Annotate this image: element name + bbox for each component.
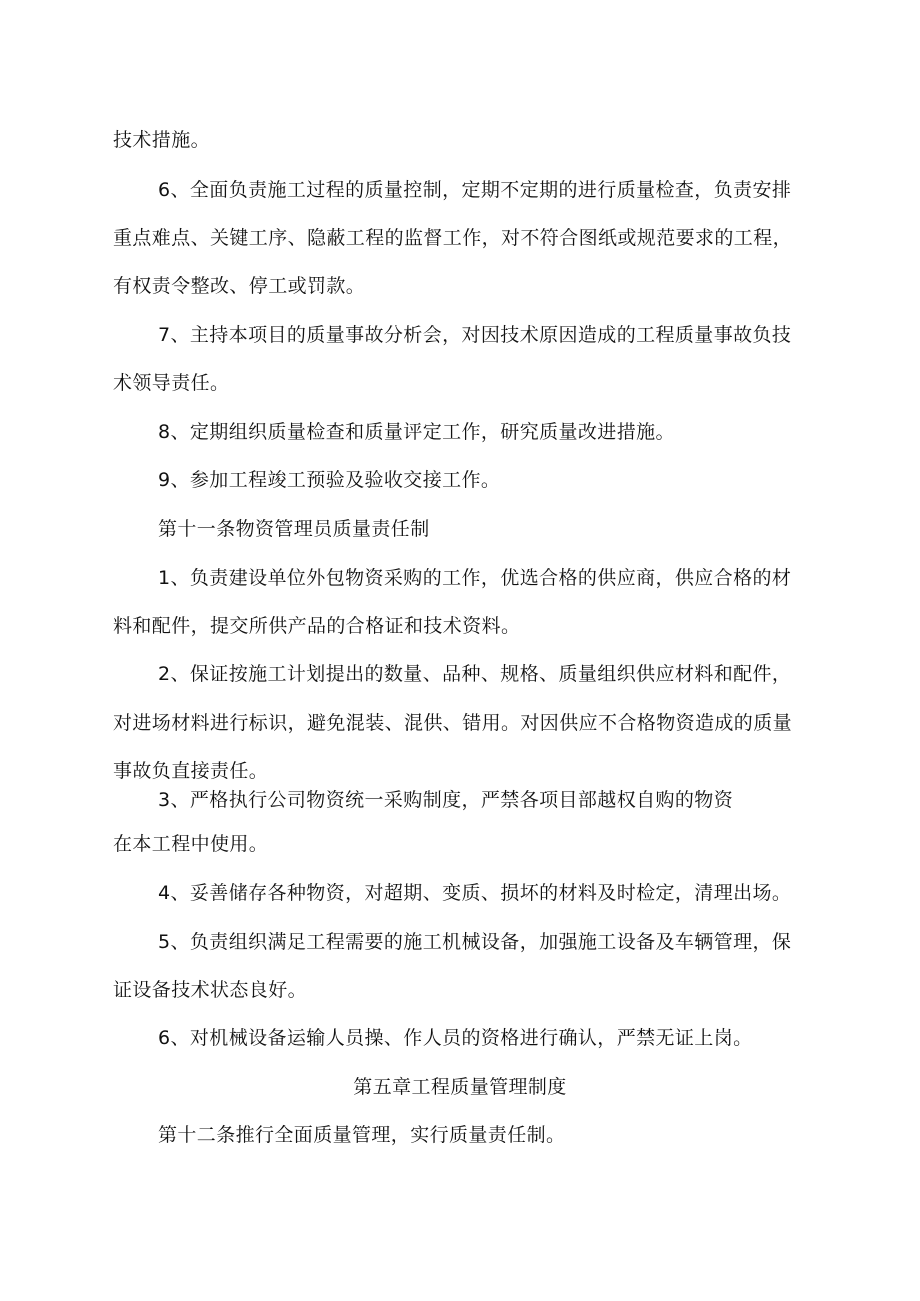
text-line: 技术措施。 [113,129,211,151]
text-line: 6、对机械设备运输人员操、作人员的资格进行确认，严禁无证上岗。 [158,1027,753,1049]
text-line: 7、主持本项目的质量事故分析会，对因技术原因造成的工程质量事故负技 [158,324,792,346]
chapter-title: 第五章工程质量管理制度 [353,1076,567,1098]
text-line: 8、定期组织质量检查和质量评定工作，研究质量改进措施。 [158,421,675,443]
text-line: 9、参加工程竣工预验及验收交接工作。 [158,469,501,491]
text-line: 术领导责任。 [113,372,230,394]
text-line: 2、保证按施工计划提出的数量、品种、规格、质量组织供应材料和配件， [158,663,792,685]
section-heading: 第十一条物资管理员质量责任制 [158,518,430,540]
text-line: 证设备技术状态良好。 [113,979,308,1001]
text-line: 料和配件，提交所供产品的合格证和技术资料。 [113,615,521,637]
text-line: 对进场材料进行标识，避免混装、混供、错用。对因供应不合格物资造成的质量 [113,712,793,734]
text-line: 在本工程中使用。 [113,833,269,855]
text-line: 5、负责组织满足工程需要的施工机械设备，加强施工设备及车辆管理，保 [158,931,792,953]
text-line: 3、严格执行公司物资统一采购制度，严禁各项目部越权自购的物资 [158,789,734,811]
text-line: 4、妥善储存各种物资，对超期、变质、损坏的材料及时检定，清理出场。 [158,882,792,904]
text-line: 事故负直接责任。 [113,760,269,782]
text-line: 6、全面负责施工过程的质量控制，定期不定期的进行质量检查，负责安排 [158,179,792,201]
text-line: 1、负责建设单位外包物资采购的工作，优选合格的供应商，供应合格的材 [158,567,792,589]
text-line: 有权责令整改、停工或罚款。 [113,275,366,297]
text-line: 重点难点、关键工序、隐蔽工程的监督工作，对不符合图纸或规范要求的工程， [113,227,793,249]
section-heading: 第十二条推行全面质量管理，实行质量责任制。 [158,1124,566,1146]
